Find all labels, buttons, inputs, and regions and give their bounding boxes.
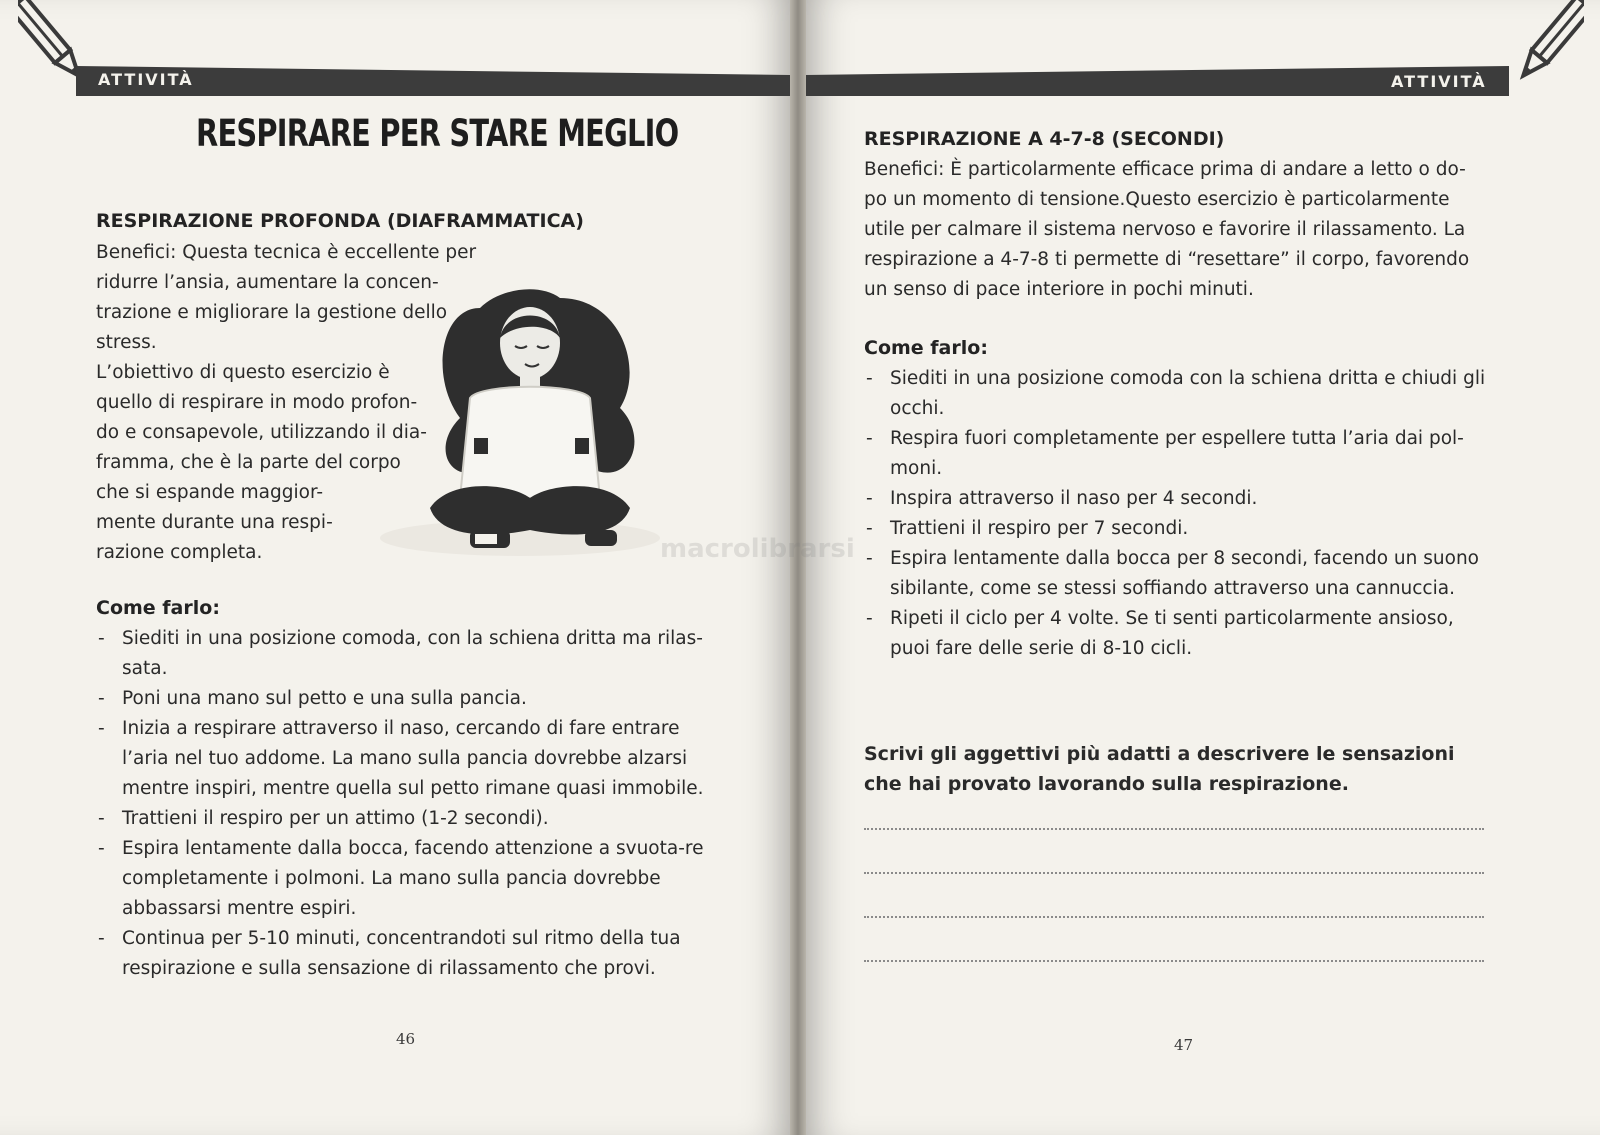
left-page [0,0,790,1135]
list-item: - Espira lentamente dalla bocca, facendo attenzione a svuota-re completamente i polmoni. La mano sulla pancia dovrebbe abbassarsi mentre espiri. [96,834,726,924]
intro-line: L’obiettivo di questo esercizio è [96,362,390,383]
list-item: - Ripeti il ciclo per 4 volte. Se ti senti particolarmente ansioso, puoi fare delle serie di 8-10 cicli. [864,604,1494,664]
page-number: 46 [396,1030,416,1048]
page-number: 47 [1174,1036,1194,1054]
intro-line: che si espande maggior- [96,482,324,503]
how-to-heading: Come farlo: [864,337,988,359]
intro-paragraph: Benefici: È particolarmente efficace prima di andare a letto o do-po un momento di tensione.Questo esercizio è particolarmente utile per calmare il sistema nervoso e favorire il rilassamento. La respirazione a 4-7-8 ti permette di “resettare” il corpo, favorendo un senso di pace interiore in pochi minuti. [864,159,1470,300]
intro-line: do e consapevole, utilizzando il dia- [96,422,427,443]
list-item: - Poni una mano sul petto e una sulla pancia. [96,684,726,714]
section-heading-478: RESPIRAZIONE A 4-7-8 (SECONDI) [864,128,1225,150]
intro-line: quello di respirare in modo profon- [96,392,418,413]
list-item: - Respira fuori completamente per espellere tutta l’aria dai pol-moni. [864,424,1494,484]
section-label: ATTIVITÀ [1391,72,1487,91]
intro-line: ridurre l’ansia, aumentare la concen- [96,272,439,293]
section-label: ATTIVITÀ [98,70,194,89]
list-item: - Continua per 5-10 minuti, concentrandoti sul ritmo della tua respirazione e sulla sensazione di rilassamento che provi. [96,924,726,984]
list-item: - Trattieni il respiro per un attimo (1-2 secondi). [96,804,726,834]
right-page [806,0,1600,1135]
section-heading-diaphragmatic: RESPIRAZIONE PROFONDA (DIAFRAMMATICA) [96,210,584,232]
list-item: - Inspira attraverso il naso per 4 secondi. [864,484,1494,514]
steps-list [96,624,726,984]
intro-line: Benefici: Questa tecnica è eccellente per [96,242,477,263]
page-title: RESPIRARE PER STARE MEGLIO [196,112,679,155]
list-item: - Inizia a respirare attraverso il naso, cercando di fare entrare l’aria nel tuo addome. La mano sulla pancia dovrebbe alzarsi mentre inspiri, mentre quella sul petto rimane quasi immobile. [96,714,726,804]
writing-prompt: Scrivi gli aggettivi più adatti a descrivere le sensazioni che hai provato lavorando sulla respirazione. [864,743,1455,795]
list-item: - Trattieni il respiro per 7 secondi. [864,514,1494,544]
meditating-woman-illustration [370,268,660,568]
list-item: - Siediti in una posizione comoda, con la schiena dritta ma rilas-sata. [96,624,726,684]
intro-line: framma, che è la parte del corpo [96,452,401,473]
writing-line[interactable] [864,916,1484,918]
book-gutter [790,0,806,1135]
list-item: - Espira lentamente dalla bocca per 8 secondi, facendo un suono sibilante, come se stessi soffiando attraverso una cannuccia. [864,544,1494,604]
watermark: macrolibrarsi [660,534,855,564]
writing-line[interactable] [864,828,1484,830]
intro-line: razione completa. [96,542,263,563]
intro-line: mente durante una respi- [96,512,333,533]
intro-line: stress. [96,332,157,353]
writing-line[interactable] [864,872,1484,874]
writing-lines [864,828,1484,1004]
steps-list [864,364,1494,664]
intro-line: trazione e migliorare la gestione dello [96,302,448,323]
writing-line[interactable] [864,960,1484,962]
how-to-heading: Come farlo: [96,597,220,619]
list-item: - Siediti in una posizione comoda con la schiena dritta e chiudi gli occhi. [864,364,1494,424]
